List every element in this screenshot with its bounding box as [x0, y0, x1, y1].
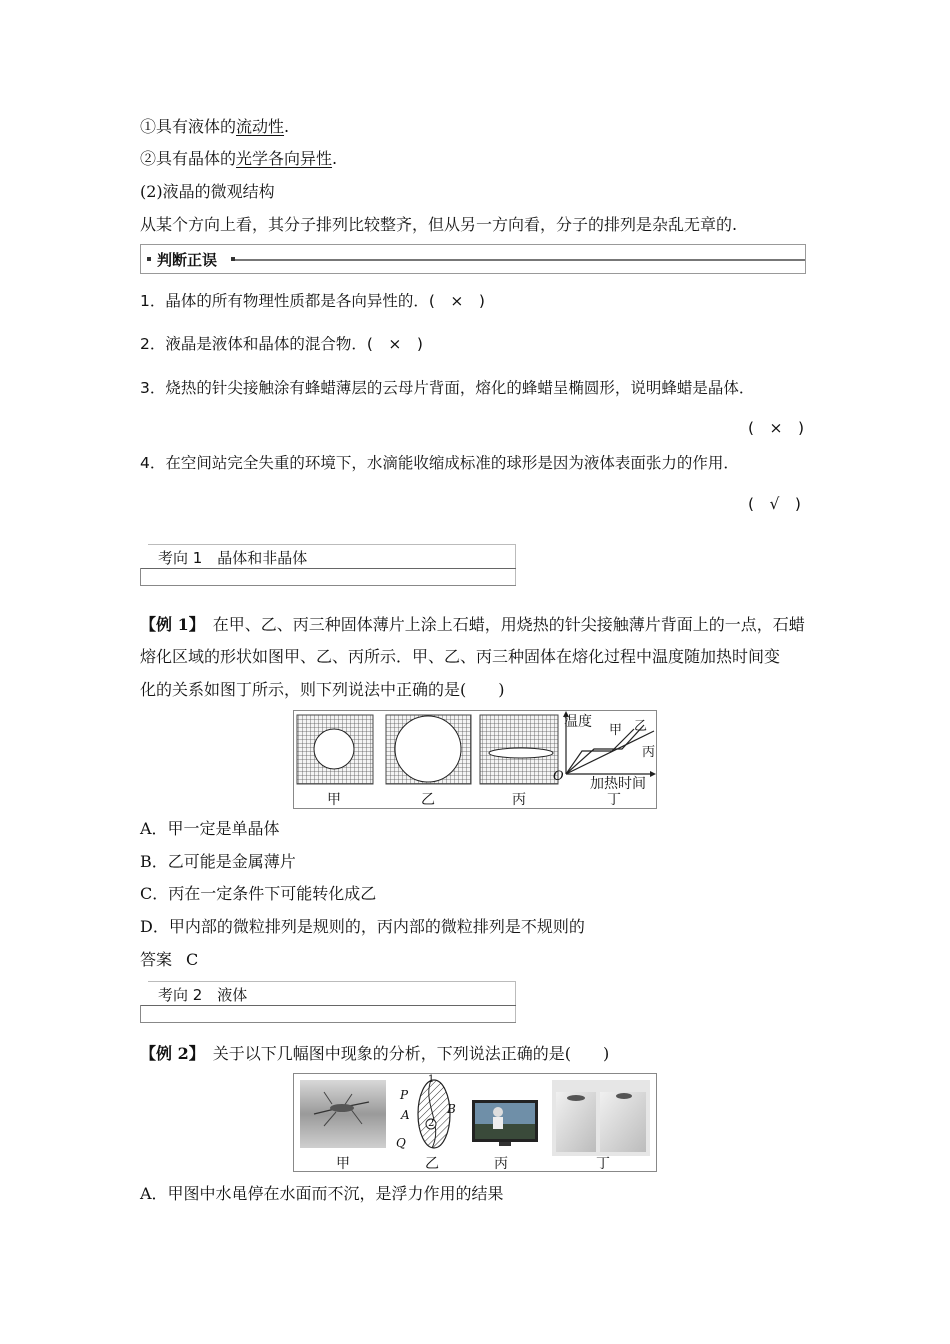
frame-line	[148, 981, 516, 982]
answer-label: 答案	[140, 950, 173, 969]
graph-ylabel: 温度	[564, 714, 592, 730]
panel-yi	[386, 715, 471, 784]
section-title: 考向 1 晶体和非晶体	[158, 549, 308, 567]
judge-item-3: 3．烧热的针尖接触涂有蜂蜡薄层的云母片背面，熔化的蜂蜡呈椭圆形，说明蜂蜡是晶体．	[140, 379, 755, 397]
caption-bing: 丙	[512, 792, 526, 808]
graph-origin: O	[553, 769, 564, 784]
caption-yi: 乙	[425, 1156, 439, 1172]
frame-line	[140, 585, 516, 586]
judge-section-header	[140, 244, 806, 274]
example1-option-b: B．乙可能是金属薄片	[140, 852, 296, 871]
example1-option-c: C．丙在一定条件下可能转化成乙	[140, 884, 377, 903]
frame-line	[140, 1005, 516, 1006]
judge-mark-3: ( × )	[748, 419, 805, 437]
intro-text: .	[284, 117, 290, 136]
frame-line	[148, 544, 516, 545]
tv-photo	[472, 1100, 538, 1146]
caption-jia: 甲	[327, 792, 341, 808]
judge-mark-4: ( √ )	[748, 495, 801, 513]
curve-label-bing: 丙	[642, 745, 656, 760]
frame-line	[515, 981, 516, 1023]
intro-text: ①具有液体的	[140, 117, 237, 136]
example2-option-a: A．甲图中水黾停在水面而不沉，是浮力作用的结果	[140, 1184, 504, 1203]
caption-ding: 丁	[607, 792, 621, 808]
square-bullet-icon	[231, 257, 235, 261]
section-title: 考向 2 液体	[158, 986, 248, 1004]
example-text: 关于以下几幅图中现象的分析，下列说法正确的是( )	[212, 1044, 610, 1063]
curve-label-yi: 乙	[634, 719, 648, 734]
label-p: P	[400, 1088, 409, 1102]
underlined-term: 光学各向异性	[236, 149, 333, 168]
section-header-1	[140, 544, 516, 586]
label-b: B	[447, 1102, 456, 1116]
intro-text: .	[332, 149, 338, 168]
label-a: A	[401, 1108, 410, 1122]
square-bullet-icon	[147, 257, 151, 261]
intro-line-1	[140, 117, 289, 137]
caption-bing: 丙	[494, 1156, 508, 1172]
example1-option-d: D．甲内部的微粒排列是规则的，丙内部的微粒排列是不规则的	[140, 917, 585, 936]
frame-line	[140, 1022, 516, 1023]
graph-xlabel: 加热时间	[590, 776, 646, 792]
label-q: Q	[396, 1136, 406, 1150]
example1-option-a: A．甲一定是单晶体	[140, 819, 280, 838]
intro-text: ②具有晶体的	[140, 149, 237, 168]
example2-line-1	[140, 1044, 609, 1064]
intro-line-4: 从某个方向上看，其分子排列比较整齐，但从另一方向看，分子的排列是杂乱无章的.	[140, 215, 738, 234]
example-tag: 【例 2】	[140, 1044, 205, 1063]
example2-figure	[293, 1073, 657, 1172]
example1-answer	[140, 950, 198, 970]
film-diagram	[418, 1080, 450, 1148]
cubes-photo	[552, 1080, 650, 1156]
judge-item-1: 1．晶体的所有物理性质都是各向异性的．( × )	[140, 292, 485, 310]
label-2: 2	[428, 1118, 435, 1129]
intro-line-2	[140, 149, 337, 169]
frame-line	[140, 1005, 141, 1023]
section-header-2	[140, 981, 516, 1023]
curve-label-jia: 甲	[609, 723, 623, 738]
caption-jia: 甲	[336, 1156, 350, 1172]
example1-figure	[293, 710, 657, 809]
caption-ding: 丁	[596, 1156, 610, 1172]
panel-bing	[480, 715, 558, 784]
judge-title: 判断正误	[153, 249, 221, 270]
example1-line-1	[140, 615, 805, 635]
panel-jia	[297, 715, 373, 784]
example-text: 在甲、乙、丙三种固体薄片上涂上石蜡，用烧热的针尖接触薄片背面上的一点，石蜡	[212, 615, 805, 634]
frame-line	[515, 544, 516, 586]
caption-yi: 乙	[421, 792, 435, 808]
header-rule	[231, 259, 805, 261]
answer-value: C	[186, 950, 199, 969]
example1-line-3: 化的关系如图丁所示，则下列说法中正确的是( )	[140, 680, 505, 699]
frame-line	[140, 568, 516, 569]
judge-item-4: 4．在空间站完全失重的环境下，水滴能收缩成标准的球形是因为液体表面张力的作用．	[140, 454, 739, 472]
example1-line-2: 熔化区域的形状如图甲、乙、丙所示．甲、乙、丙三种固体在熔化过程中温度随加热时间变	[140, 647, 781, 666]
water-strider-photo	[300, 1080, 386, 1148]
underlined-term: 流动性	[236, 117, 285, 136]
judge-item-2: 2．液晶是液体和晶体的混合物．( × )	[140, 335, 423, 353]
example-tag: 【例 1】	[140, 615, 205, 634]
intro-line-3: (2)液晶的微观结构	[140, 182, 275, 201]
label-1: 1	[428, 1074, 435, 1085]
frame-line	[140, 568, 141, 586]
